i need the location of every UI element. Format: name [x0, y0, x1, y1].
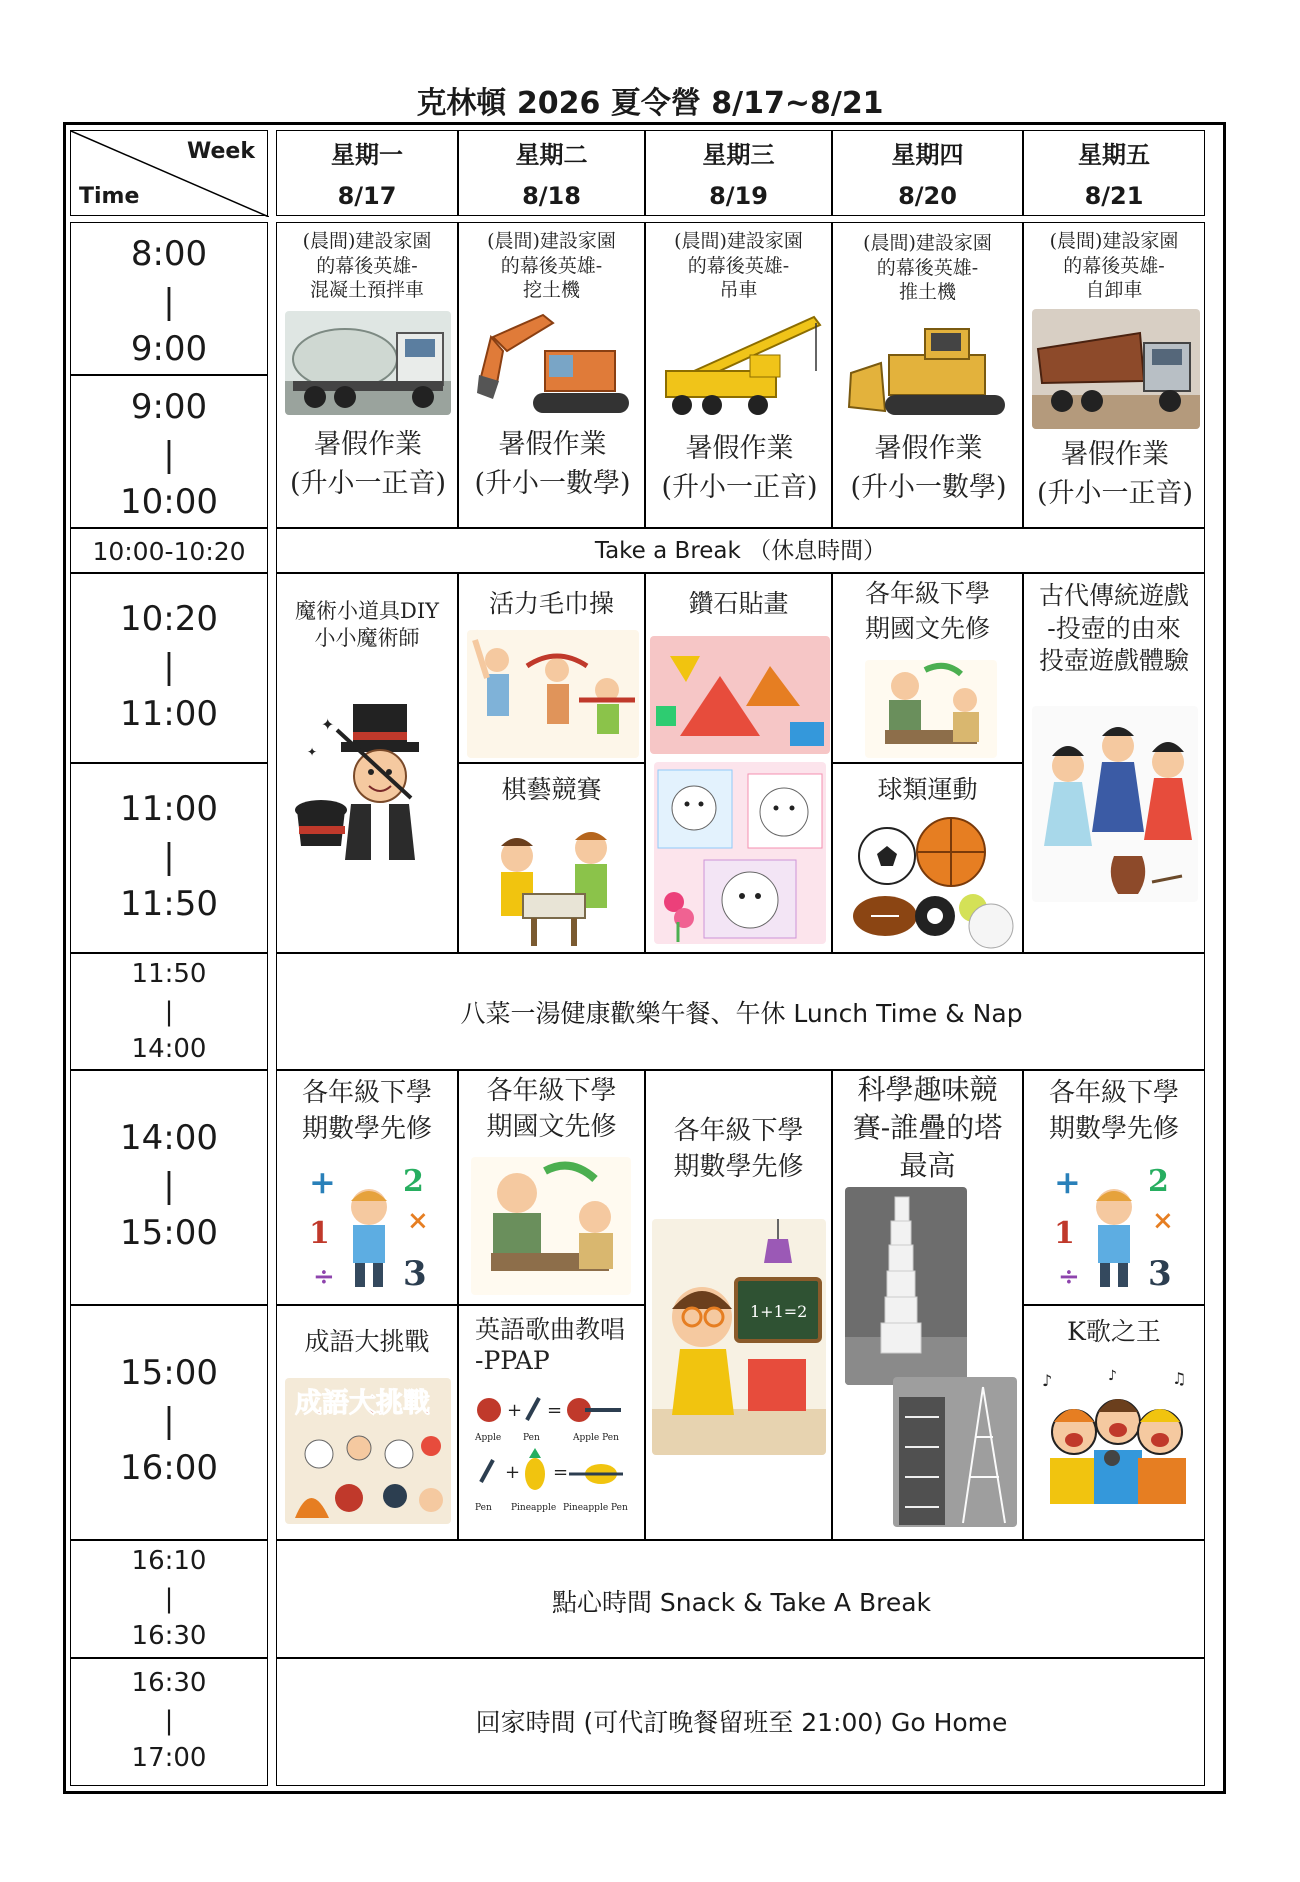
- activity-title: 成語大挑戰: [304, 1327, 430, 1356]
- line: 魔術小道具DIY: [295, 599, 439, 623]
- time-sep: |: [164, 996, 174, 1027]
- snack-text: 點心時間 Snack & Take A Break: [551, 1588, 932, 1617]
- homework: [646, 429, 833, 507]
- line: 科學趣味競: [857, 1073, 998, 1106]
- line: 的幕後英雄-: [876, 256, 979, 279]
- day-date: 8/21: [1084, 181, 1144, 210]
- time-sep: |: [163, 281, 175, 322]
- svg-text:+: +: [309, 1163, 336, 1201]
- svg-text:=: =: [553, 1462, 569, 1483]
- time-end: 11:00: [120, 694, 218, 735]
- line: 各年級下學: [486, 1076, 617, 1106]
- magician-image: [291, 700, 447, 878]
- ancient-scholar-image: [865, 660, 997, 758]
- svg-text:×: ×: [407, 1206, 429, 1236]
- line: 期國文先修: [864, 614, 990, 643]
- karaoke-kids-image: [1032, 1366, 1198, 1506]
- day-date: 8/20: [898, 181, 957, 210]
- homework-title: 暑假作業: [685, 433, 794, 464]
- activity-title: [459, 1306, 644, 1377]
- day-header-tue: [458, 130, 645, 216]
- day-date: 8/19: [709, 181, 768, 210]
- dump-truck-image: [1032, 309, 1200, 429]
- line: 各年級下學: [673, 1116, 804, 1146]
- svg-text:✦: ✦: [321, 715, 335, 734]
- chess-game-image: [483, 816, 623, 950]
- line: 投壺遊戲體驗: [1038, 646, 1189, 675]
- time-sep: |: [163, 434, 175, 475]
- svg-text:+: +: [505, 1462, 521, 1483]
- sports-balls-image: [851, 812, 1015, 950]
- homework: [833, 429, 1024, 507]
- time-slot-1: [70, 222, 268, 375]
- line: -PPAP: [475, 1346, 550, 1376]
- crane-truck-image: [654, 311, 826, 421]
- day-header-thu: [832, 130, 1023, 216]
- time-slot-10: [70, 1658, 268, 1786]
- line: 賽-誰疊的塔: [852, 1110, 1003, 1144]
- homework-subject: (升小一數學): [850, 472, 1007, 504]
- math-preview-fri-cell: [1023, 1070, 1205, 1305]
- activity-title: [1024, 574, 1204, 678]
- time-start: 14:00: [120, 1118, 218, 1158]
- karaoke-cell: [1023, 1305, 1205, 1540]
- towel-exercise-image: [467, 630, 639, 758]
- ancient-children-game-image: [1032, 706, 1198, 902]
- activity-title: [1024, 223, 1204, 303]
- homework: [277, 425, 459, 503]
- activity-title: [833, 1071, 1022, 1184]
- activity-title: [459, 223, 644, 303]
- line: 挖土機: [522, 279, 580, 302]
- math-kid-image: [303, 1163, 435, 1295]
- line: 英語歌曲教唱: [475, 1315, 626, 1344]
- activity-title: 鑽石貼畫: [688, 589, 789, 618]
- line: 各年級下學: [1048, 1078, 1179, 1108]
- homework-subject: (升小一正音): [289, 468, 447, 500]
- banner-text: 成語大挑戰: [295, 1388, 430, 1419]
- line: 吊車: [719, 279, 758, 302]
- time-start: 11:00: [120, 789, 218, 829]
- time-slot-7: [70, 1070, 268, 1305]
- activity-title: [277, 574, 457, 653]
- idiom-challenge-cell: [276, 1305, 458, 1540]
- line: 自卸車: [1085, 279, 1143, 302]
- diamond-painting-image: [650, 636, 830, 754]
- time-start: 15:00: [120, 1353, 218, 1393]
- snack-row: [276, 1540, 1205, 1658]
- time-end: 9:00: [130, 329, 208, 370]
- svg-text:2: 2: [1148, 1164, 1169, 1199]
- line: (晨間)建設家園: [863, 232, 992, 254]
- bulldozer-image: [845, 323, 1013, 423]
- svg-text:3: 3: [403, 1254, 427, 1294]
- math-preview-mon-cell: [276, 1070, 458, 1305]
- time-sep: |: [164, 1705, 174, 1736]
- morning-thu: [832, 222, 1023, 528]
- line: 的幕後英雄-: [687, 254, 790, 277]
- activity-title: K歌之王: [1067, 1317, 1161, 1346]
- time-start: 16:30: [131, 1668, 207, 1698]
- line: (晨間)建設家園: [1049, 230, 1179, 252]
- math-preview-wed-cell: [645, 1070, 832, 1540]
- homework-title: 暑假作業: [1061, 439, 1169, 470]
- line: 混凝土預拌車: [309, 279, 424, 302]
- line: 的幕後英雄-: [1063, 254, 1165, 277]
- diamond-art-cell: [645, 573, 832, 953]
- time-end: 16:30: [131, 1621, 207, 1652]
- time-start: 10:20: [120, 599, 218, 639]
- line: (晨間)建設家園: [487, 230, 616, 252]
- day-date: 8/18: [522, 181, 581, 210]
- svg-text:1: 1: [1054, 1216, 1075, 1251]
- svg-text:÷: ÷: [313, 1262, 335, 1292]
- line: 的幕後英雄-: [500, 254, 603, 277]
- line: 期國文先修: [486, 1112, 617, 1143]
- go-home-row: [276, 1658, 1205, 1786]
- homework-subject: (升小一數學): [474, 468, 631, 500]
- day-header-wed: [645, 130, 832, 216]
- ppap-image: [473, 1386, 633, 1532]
- line: (晨間)建設家園: [674, 230, 803, 252]
- ball-sports-cell: [832, 763, 1023, 953]
- homework-subject: (升小一正音): [1036, 478, 1194, 510]
- svg-text:3: 3: [1148, 1254, 1172, 1294]
- activity-title: [646, 1071, 831, 1186]
- homework: [1024, 435, 1206, 513]
- svg-text:✦: ✦: [307, 745, 318, 759]
- activity-title: 球類運動: [877, 775, 978, 804]
- line: -投壺的由來: [1047, 613, 1181, 643]
- time-end: 16:00: [120, 1448, 218, 1489]
- time-slot-2: [70, 375, 268, 528]
- homework-title: 暑假作業: [314, 429, 422, 460]
- ppap-cell: [458, 1305, 645, 1540]
- time-sep: |: [163, 836, 175, 877]
- svg-text:♪: ♪: [1108, 1368, 1117, 1384]
- line: 最高: [899, 1148, 956, 1182]
- magic-cell: [276, 573, 458, 953]
- line: 的幕後英雄-: [316, 254, 418, 277]
- activity-title: [459, 1071, 644, 1146]
- chess-cell: [458, 763, 645, 953]
- activity-title: 活力毛巾操: [488, 589, 614, 618]
- time-end: 14:00: [131, 1034, 207, 1065]
- svg-text:+: +: [1054, 1163, 1081, 1201]
- svg-text:=: =: [547, 1400, 563, 1421]
- day-name: 星期五: [1078, 141, 1150, 169]
- header-corner: [70, 130, 268, 216]
- lunch-text: 八菜一湯健康歡樂午餐、午休 Lunch Time & Nap: [460, 999, 1023, 1028]
- morning-tue: [458, 222, 645, 528]
- touhu-game-cell: [1023, 573, 1205, 953]
- time-start: 8:00: [130, 234, 208, 274]
- morning-mon: [276, 222, 458, 528]
- concrete-mixer-truck-image: [285, 311, 451, 415]
- time-slot-6: [70, 953, 268, 1070]
- time-sep: |: [164, 1583, 174, 1614]
- time-start: 9:00: [130, 387, 208, 427]
- homework: [459, 425, 646, 503]
- lunch-row: [276, 953, 1205, 1070]
- day-header-mon: [276, 130, 458, 216]
- blackboard-text: 1+1=2: [750, 1302, 808, 1321]
- activity-title: [833, 574, 1022, 646]
- towel-exercise-cell: [458, 573, 645, 763]
- ppap-word: Pen: [475, 1503, 492, 1513]
- day-date: 8/17: [337, 181, 397, 210]
- activity-title: [646, 223, 831, 303]
- day-header-fri: [1023, 130, 1205, 216]
- svg-text:+: +: [507, 1400, 523, 1421]
- ancient-scholar-image: [471, 1157, 631, 1295]
- math-kid-image: [1048, 1163, 1180, 1295]
- time-slot-9: [70, 1540, 268, 1658]
- ppap-word: Apple: [475, 1433, 502, 1443]
- morning-wed: [645, 222, 832, 528]
- ppap-word: Apple Pen: [573, 1433, 619, 1443]
- time-slot-5: [70, 763, 268, 953]
- svg-text:×: ×: [1152, 1206, 1174, 1236]
- line: 小小魔術師: [314, 626, 420, 651]
- week-label: Week: [187, 139, 255, 164]
- time-sep: |: [163, 646, 175, 687]
- break-row: Take a Break （休息時間）: [276, 528, 1205, 573]
- line: 各年級下學: [864, 579, 990, 608]
- time-sep: |: [163, 1400, 175, 1441]
- teacher-blackboard-image: [652, 1219, 826, 1455]
- excavator-image: [473, 307, 633, 421]
- tower-contest-cell: [832, 1070, 1023, 1540]
- line: 各年級下學: [301, 1078, 432, 1108]
- day-name: 星期三: [702, 141, 775, 169]
- line: 推土機: [898, 281, 956, 304]
- day-name: 星期一: [331, 141, 403, 169]
- ppap-word: Pen: [523, 1433, 540, 1443]
- time-sep: |: [163, 1165, 175, 1206]
- chinese-preview-cell: [832, 573, 1023, 763]
- line: 期數學先修: [673, 1152, 804, 1183]
- chinese-preview-tue-cell: [458, 1070, 645, 1305]
- morning-fri: [1023, 222, 1205, 528]
- time-slot-3: 10:00-10:20: [70, 528, 268, 573]
- day-name: 星期四: [891, 141, 964, 169]
- line: (晨間)建設家園: [302, 230, 432, 252]
- day-name: 星期二: [515, 141, 588, 169]
- ppap-word: Pineapple Pen: [563, 1503, 628, 1513]
- time-slot-8: [70, 1305, 268, 1540]
- time-end: 17:00: [131, 1743, 207, 1774]
- cute-sticker-art-image: [654, 762, 826, 944]
- ppap-word: Pineapple: [511, 1503, 557, 1513]
- line: 期數學先修: [301, 1114, 432, 1145]
- svg-text:♪: ♪: [1042, 1371, 1053, 1390]
- time-start: 16:10: [131, 1546, 207, 1576]
- homework-title: 暑假作業: [874, 433, 983, 464]
- idiom-challenge-image: [285, 1378, 451, 1524]
- page-title: 克林頓 2026 夏令營 8/17~8/21: [416, 86, 884, 121]
- time-end: 15:00: [120, 1213, 218, 1254]
- paper-tower-structures-image: [893, 1377, 1017, 1527]
- line: 期數學先修: [1048, 1114, 1179, 1145]
- activity-title: [277, 1071, 457, 1148]
- activity-title: 棋藝競賽: [501, 775, 602, 804]
- svg-text:2: 2: [403, 1164, 424, 1199]
- time-label: Time: [79, 184, 140, 209]
- svg-text:1: 1: [309, 1216, 330, 1251]
- time-end: 11:50: [120, 884, 218, 925]
- homework-subject: (升小一正音): [661, 472, 818, 504]
- go-home-text: 回家時間 (可代訂晚餐留班至 21:00) Go Home: [475, 1708, 1008, 1737]
- time-end: 10:00: [120, 482, 218, 523]
- activity-title: [277, 223, 457, 303]
- paper-tower-image: [845, 1187, 967, 1385]
- line: 古代傳統遊戲: [1038, 581, 1189, 610]
- activity-title: [833, 223, 1022, 305]
- svg-text:÷: ÷: [1058, 1262, 1080, 1292]
- time-slot-4: [70, 573, 268, 763]
- homework-title: 暑假作業: [498, 429, 607, 460]
- time-start: 11:50: [131, 959, 207, 989]
- svg-text:♫: ♫: [1172, 1369, 1187, 1388]
- activity-title: [1024, 1071, 1204, 1148]
